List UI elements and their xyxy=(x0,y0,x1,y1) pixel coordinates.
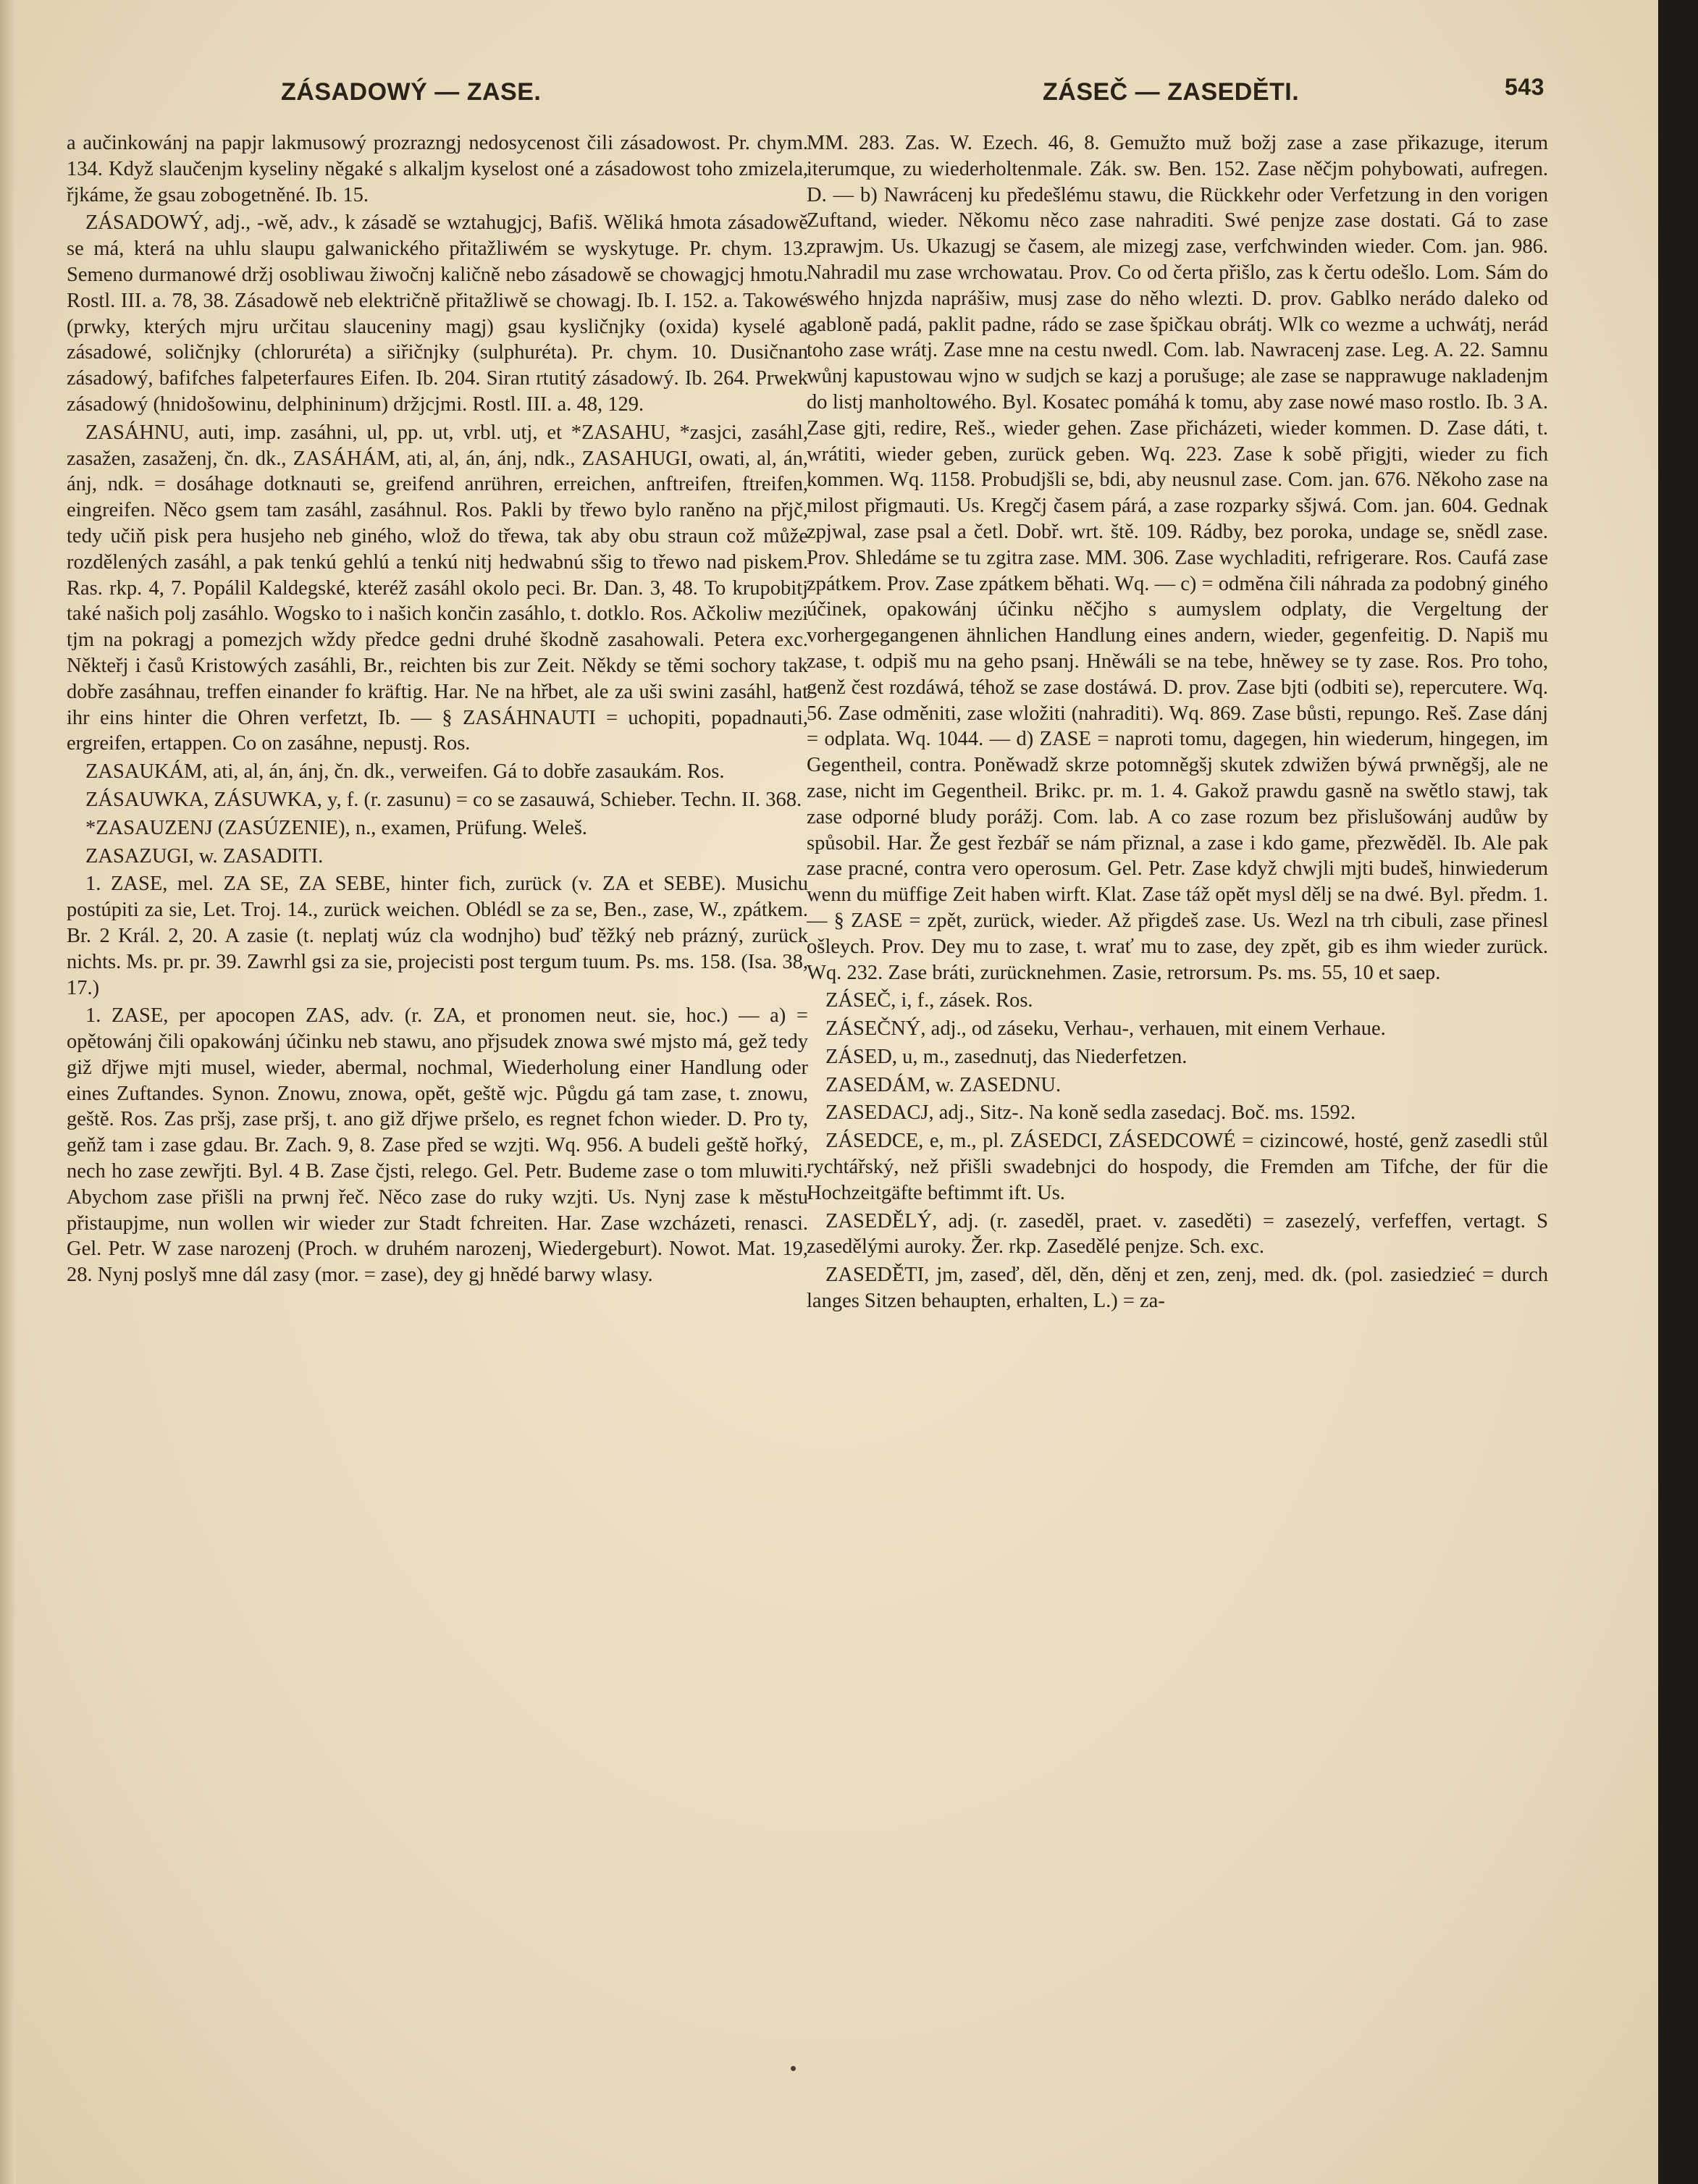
entry-continuation: a aučinkowánj na papjr lakmusowý prozrazngj nedosycenost čili zásadowost. Pr. chym. 134. Když slaučenjm kyseliny něgaké s alkaljm kyselost oné a zásadowost toho zmizela, řjkáme, že gsau zobogetněné. Ib. 15. xyxy=(67,132,808,206)
entry-zase-continuation: MM. 283. Zas. W. Ezech. 46, 8. Gemužto muž božj zase a zase přikazuge, iterum iterumque, zu wiederholtenmale. Zák. sw. Ben. 152. Zase něčjm pohybowati, aufregen. D. — b) Nawrácenj ku předešlému stawu, die Rückkehr oder Verfetzung in den vorigen Zuftand, wieder. Někomu něco zase nahraditi. Swé penjze zase dostati. Gá to zase zprawjm. Us. Ukazugj se časem, ale mizegj zase, verfchwinden wieder. Com. jan. 986. Nahradil mu zase wrchowatau. Prov. Co od čerta přišlo, zas k čertu odešlo. Lom. Sám do swého hnjzda naprášiw, musj zase do něho wlezti. D. prov. Gablko nerádo daleko od gabloně padá, paklit padne, rádo se zase špičkau obrátj. Wlk co wezme a uchwátj, nerád toho zase wrátj. Zase mne na cestu nwedl. Com. lab. Nawracenj zase. Leg. A. 22. Samnu wůnj kapustowau wjno w sudjch se kazj a porušuge; ale zase se napprawuge nakladenjm do listj manholtowého. Byl. Kosatec pomáhá k tomu, aby zase nowé maso rostlo. Ib. 3 A. Zase gjti, redire, Reš., wieder gehen. Zase přicházeti, wieder kommen. D. Zase dáti, t. wrátiti, wieder geben, zurück geben. Wq. 223. Zase k sobě přigjti, wieder zu fich kommen. Wq. 1158. Probudjšli se, bdi, aby neusnul zase. Com. jan. 676. Někoho zase na milost přigmauti. Us. Kregčj časem párá, a zase rozparky sšjwá. Com. jan. 604. Gednak zpjwal, zase psal a četl. Dobř. wrt. ště. 109. Rádby, bez poroka, undage se, snědl zase. Prov. Shledáme se tu zgitra zase. MM. 306. Zase wychladiti, refrigerare. Ros. Caufá zase zpátkem. Prov. Zase zpátkem běhati. Wq. — c) = odměna čili náhrada za podobný giného účinek, opakowánj účinku něčjho s aumyslem odplaty, die Vergeltung der vorhergegangenen ähnlichen Handlung eines andern, wieder, gegenfeitig. D. Napiš mu zase, t. odpiš mu na geho psanj. Hněwáli se na tebe, hněwey se ty zase. Ros. Pro toho, genž čest rozdáwá, téhož se zase dostáwá. D. prov. Zase bjti (odbiti se), repercutere. Wq. 56. Zase odměniti, zase wložiti (nahraditi). Wq. 869. Zase bůsti, repungo. Reš. Zase dánj = odplata. Wq. 1044. — d) ZASE = naproti tomu, dagegen, hin wiederum, hingegen, im Gegentheil, contra. Poněwadž skrze potomněgšj skutek zdwižen býwá prwněgšj, ale ne zase, nicht im Gegentheil. Brikc. pr. m. 1. 4. Gakož prawdu gasně na swětlo stawj, tak zase odporné bludy porážj. Com. lab. A co zase rozum bez přislušowánj audůw by spůsobil. Har. Že gest řezbář se nám přiznal, a zase i kdo game, přezwěděl. Ib. Ale pak zase pracné, contra vero operosum. Gel. Petr. Zase když chwjli mjti budeš, hinwiederum wenn du müffige Zeit haben wirft. Klat. Zase táž opět mysl dělj se na dwé. Byl. předm. 1. — § ZASE = zpět, zurück, wieder. Až přigdeš zase. Us. Wezl na trh cibuli, zase přinesl ošleych. Prov. Dey mu to zase, t. wrať mu to zase, dey zpět, gib es ihm wieder zurück. Wq. 232. Zase bráti, zurücknehmen. Zasie, retrorsum. Ps. ms. 55, 10 et saep. xyxy=(807,132,1548,984)
entry-zasaukam: ZASAUKÁM, ati, al, án, ánj, čn. dk., verweifen. Gá to dobře zasaukám. Ros. xyxy=(85,760,725,784)
left-column xyxy=(67,130,808,2114)
entry-zasedacj: ZASEDACJ, adj., Sitz-. Na koně sedla zasedacj. Boč. ms. 1592. xyxy=(825,1101,1356,1125)
entry-zasec: ZÁSEČ, i, f., zásek. Ros. xyxy=(825,989,1033,1012)
entry-zasadowy-adj: ZÁSADOWÝ, adj., -wě, adv., k zásadě se wztahugjcj, Bafiš. Wěliká hmota zásadowě se má, která na uhlu slaupu galwanického přitažliwém se wyskytuge. Pr. chym. 13. Semeno durmanowé držj osobliwau žiwočnj kaličně nebo zásadowě se chowagjcj hmotu. Rostl. III. a. 78, 38. Zásadowě neb električně přitažliwě se chowagj. Ib. I. 152. a. Takowé (prwky, kterých mjru určitau slauceniny magj) gsau kysličnjky (oxida) kyselé a zásadowé, soličnjky (chloruréta) a siřičnjky (sulphuréta). Pr. chym. 10. Dusičnan zásadowý, bafifches falpeterfaures Eifen. Ib. 204. Siran rtutitý zásadowý. Ib. 264. Prwek zásadowý (hnidošowinu, delphininum) držjcjmi. Rostl. III. a. 48, 129. xyxy=(67,211,808,416)
entry-zasauzenj: *ZASAUZENJ (ZASÚZENIE), n., examen, Prüfung. Weleš. xyxy=(85,816,587,839)
entry-zase-1: 1. ZASE, mel. ZA SE, ZA SEBE, hinter fich, zurück (v. ZA et SEBE). Musichu postúpiti za sie, Let. Troj. 14., zurück weichen. Oblédl se za se, Ben., zase, W., zpátkem. Br. 2 Král. 2, 20. A zasie (t. neplatj wúz cla wodnjho) buď těžký neb prázný, zurück nichts. Ms. pr. pr. 39. Zawrhl gsi za sie, projecisti post tergum tuum. Ps. ms. 158. (Isa. 38, 17.) xyxy=(67,873,808,999)
print-dot xyxy=(791,2066,796,2071)
entry-zasedely: ZASEDĚLÝ, adj. (r. zaseděl, praet. v. zaseděti) = zasezelý, verfeffen, vertagt. S zasedělými auroky. Žer. rkp. Zasedělé penjze. Sch. exc. xyxy=(807,1209,1548,1259)
running-head-left: ZÁSADOWÝ — ZASE. xyxy=(281,78,542,106)
entry-zased: ZÁSED, u, m., zasednutj, das Niederfetzen. xyxy=(825,1045,1188,1068)
running-head-right: ZÁSEČ — ZASEDĚTI. xyxy=(1043,78,1300,106)
entry-zasedce: ZÁSEDCE, e, m., pl. ZÁSEDCI, ZÁSEDCOWÉ = cizincowé, hosté, genž zasedli stůl rychtářský, než přišli swadebnjci do hospody, die Fremden am Tifche, der für die Hochzeitgäfte beftimmt ift. Us. xyxy=(807,1130,1548,1204)
right-column xyxy=(807,130,1548,2114)
entry-zase-2: 1. ZASE, per apocopen ZAS, adv. (r. ZA, et pronomen neut. sie, hoc.) — a) = opětowánj čili opakowánj účinku neb stawu, ano přjsudek znowa swé mjsto má, gež tedy giž dřjwe mjti musel, wieder, abermal, nochmal, Wiederholung einer Handlung oder eines Zuftandes. Synon. Znowu, znowa, opět, geště wjc. Půgdu gá tam zase, t. znowu, geště. Ros. Zas pršj, zase pršj, t. ano giž dřjwe pršelo, es regnet fchon wieder. D. Pro ty, geňž tam i zase gdau. Br. Zach. 9, 8. Zase před se wzjti. Wq. 956. A budeli geště hořký, nech ho zase zewřjti. Byl. 4 B. Zase čjsti, relego. Gel. Petr. Budeme zase o tom mluwiti. Abychom zase přišli na prwnj řeč. Něco zase do ruky wzjti. Us. Nynj zase k městu přistaupjme, nun wollen wir wieder zur Stadt fchreiten. Har. Zase wzcházeti, renasci. Gel. Petr. W zase narozenj (Proch. w druhém narozenj, Wiedergeburt). Nowot. Mat. 19, 28. Nynj poslyš mne dál zasy (mor. = zase), dey gj hnědé barwy wlasy. xyxy=(67,1004,808,1287)
entry-zasazugi: ZASAZUGI, w. ZASADITI. xyxy=(85,844,324,868)
entry-zasecny: ZÁSEČNÝ, adj., od záseku, Verhau-, verhauen, mit einem Verhaue. xyxy=(825,1017,1386,1041)
entry-zasahnu: ZASÁHNU, auti, imp. zasáhni, ul, pp. ut, vrbl. utj, et *ZASAHU, *zasjci, zasáhl, zasažen, zasaženj, čn. dk., ZASÁHÁM, ati, al, án, ánj, ndk., ZASAHUGI, owati, al, án, ánj, ndk. = dosáhage dotknauti se, greifend anrühren, erreichen, anftreifen, ftreifen, eingreifen. Něco gsem tam zasáhl, zasáhnul. Ros. Pakli by třewo bylo raněno na přjč, tedy učiň pisk pera husjeho neb giného, wlož do třewa, tak aby obu straun což může rozdělených zasáhl, a pak tenkú gehlú a tenkú nitj hedwabnú sšig to třewo nad piskem. Ras. rkp. 4, 7. Popálil Kaldegské, kteréž zasáhl okolo peci. Br. Dan. 3, 48. To krupobitj také našich polj zasáhlo. Wogsko to i našich končin zasáhlo, t. dotklo. Ros. Ačkoliw mezi tjm na pokragj a pomezjch wždy předce gedni druhé škodně zasahowali. Petera exc. Někteřj i časů Kristowých zasáhli, Br., reichten bis zur Zeit. Někdy se těmi sochory tak dobře zasáhnau, treffen einander fo kräftig. Har. Ne na hřbet, ale za uši swini zasáhl, hat ihr eins hinter die Ohren verfetzt, Ib. — § ZASÁHNAUTI = uchopiti, popadnauti, ergreifen, ertappen. Co on zasáhne, nepustj. Ros. xyxy=(67,421,808,755)
entry-zasedam: ZASEDÁM, w. ZASEDNU. xyxy=(825,1073,1062,1096)
entry-zasauwka: ZÁSAUWKA, ZÁSUWKA, y, f. (r. zasunu) = co se zasauwá, Schieber. Techn. II. 368. xyxy=(85,788,802,811)
page-spine-shadow xyxy=(0,0,16,2184)
entry-zasedeti: ZASEDĚTI, jm, zaseď, děl, děn, děnj et zen, zenj, med. dk. (pol. zasiedzieć = durch langes Sitzen behaupten, erhalten, L.) = za- xyxy=(807,1264,1548,1313)
page-number: 543 xyxy=(1505,74,1544,100)
